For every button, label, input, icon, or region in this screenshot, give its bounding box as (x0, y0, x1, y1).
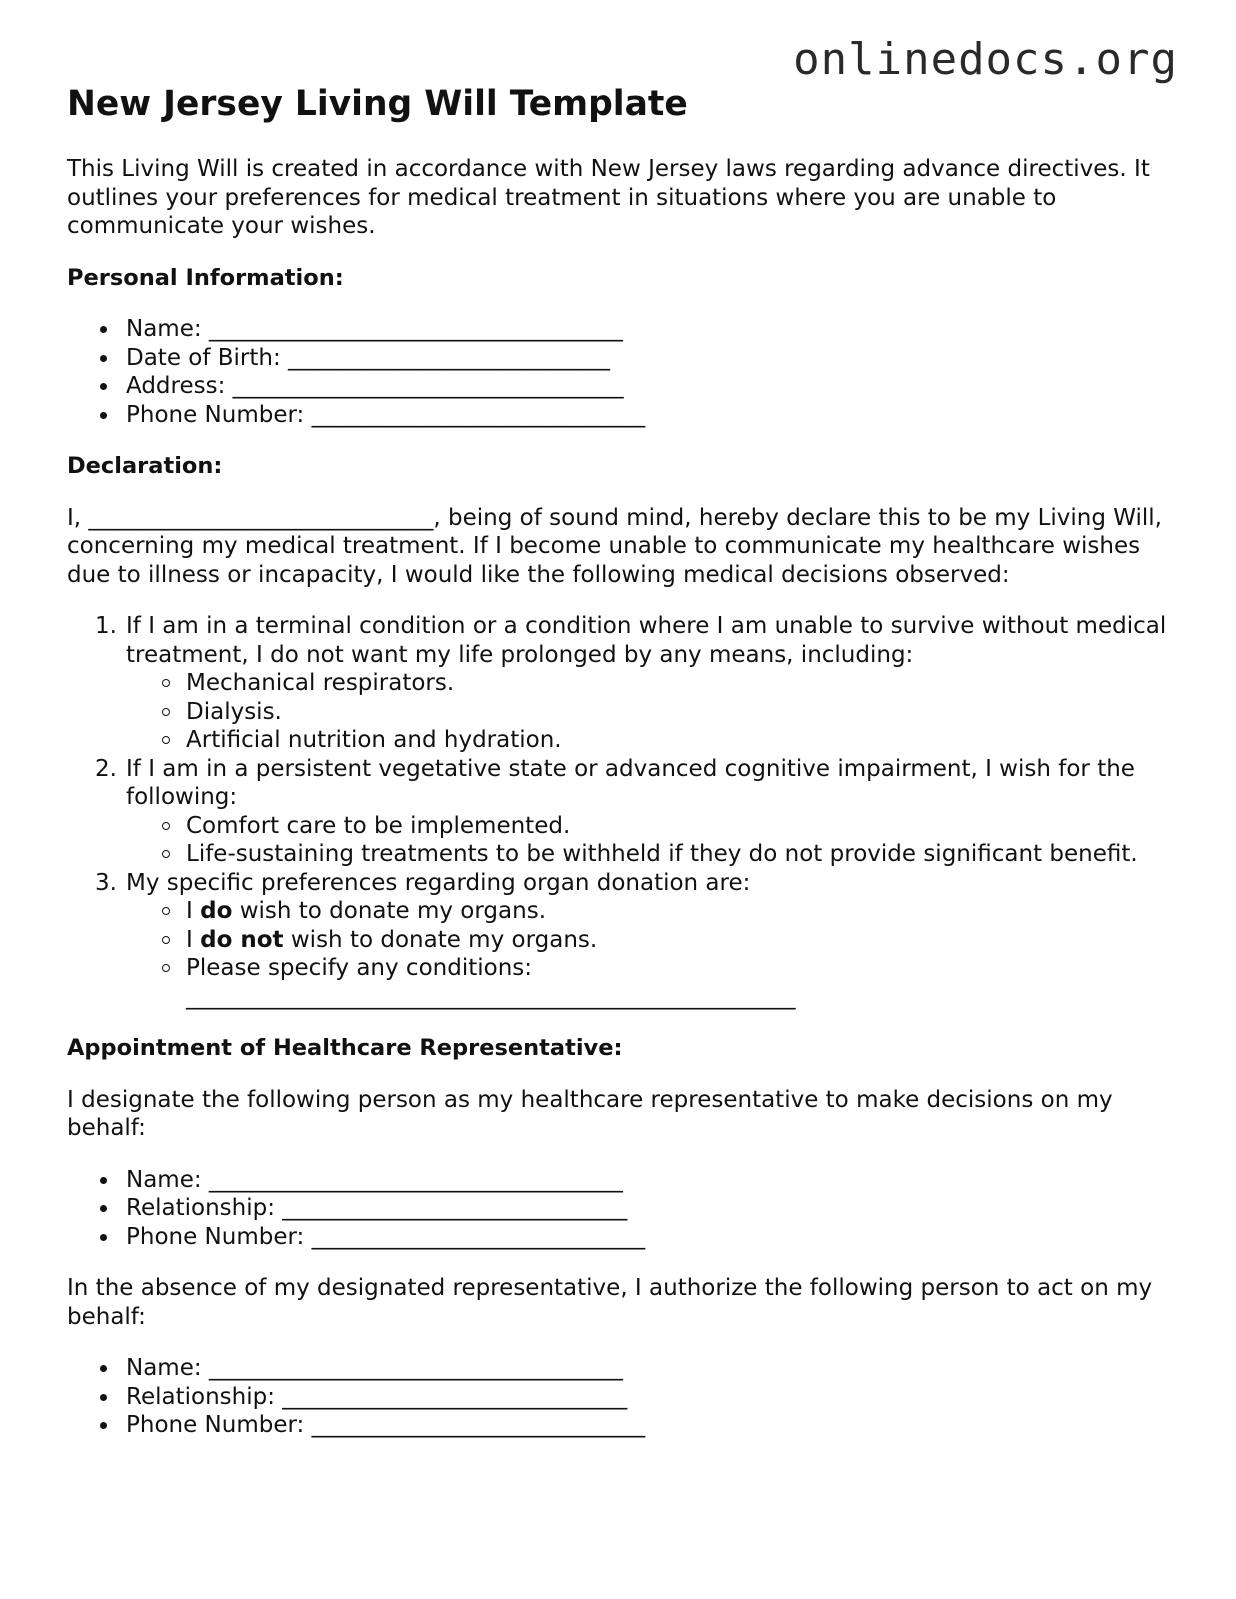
document-title: New Jersey Living Will Template (67, 84, 688, 124)
declarant-name-blank[interactable]: ______________________________ (88, 504, 434, 531)
alt-name-blank[interactable]: ____________________________________ (208, 1355, 623, 1381)
personal-address-field: Address: __________________________________ (126, 372, 1177, 401)
alt-relationship-blank[interactable]: ______________________________ (282, 1383, 628, 1410)
alt-phone-blank[interactable]: _____________________________ (311, 1412, 646, 1438)
address-blank[interactable]: __________________________________ (232, 373, 624, 399)
rep-relationship-blank[interactable]: ______________________________ (282, 1195, 628, 1221)
decision-item-vegetative: 2. If I am in a persistent vegetative state or advanced cognitive impairment, I wish for the following: Comfort care to be implemented. Life-sustaining treatments to be withheld if they do not provide significant benefit. (126, 755, 1177, 869)
organ-sublist (126, 897, 1177, 1011)
alternate-intro: In the absence of my designated representative, I authorize the following person to act on my behalf: (67, 1275, 1153, 1330)
alt-relationship-field: Relationship: ______________________________ (126, 1383, 1177, 1412)
organ-do-option[interactable]: I do wish to donate my organs. (186, 897, 1177, 926)
representative-intro: I designate the following person as my healthcare representative to make decisions on my behalf: (67, 1086, 1113, 1141)
name-blank[interactable]: ____________________________________ (208, 316, 623, 342)
decision-item-terminal: 1. If I am in a terminal condition or a condition where I am unable to survive without medical treatment, I do not want my life prolonged by any means, including: Mechanical respirators. Dialysis. Artificial nutrition and hydration. (126, 612, 1177, 755)
alternate-list (67, 1354, 1177, 1440)
medical-decisions-list (67, 612, 1177, 1011)
sub-item: Comfort care to be implemented. (186, 812, 1177, 841)
sub-item: Dialysis. (186, 698, 1177, 727)
personal-information-list (67, 315, 1177, 429)
personal-dob-field: Date of Birth: ____________________________ (126, 344, 1177, 373)
rep-phone-blank[interactable]: _____________________________ (311, 1223, 646, 1250)
sub-item: Life-sustaining treatments to be withheld if they do not provide significant benefit. (186, 840, 1177, 869)
rep-name-field: Name: ____________________________________ (126, 1166, 1177, 1195)
document-page (67, 82, 1177, 1440)
rep-name-blank[interactable]: ____________________________________ (208, 1166, 623, 1193)
organ-conditions-item: Please specify any conditions: _____________________________________________________ (186, 954, 1177, 1011)
personal-name-field: Name: ____________________________________ (126, 315, 1177, 344)
dob-blank[interactable]: ____________________________ (288, 344, 611, 371)
watermark-logo: onlinedocs.org (793, 34, 1178, 85)
sub-item: Artificial nutrition and hydration. (186, 726, 1177, 755)
rep-phone-field: Phone Number: _____________________________ (126, 1223, 1177, 1252)
alt-phone-field: Phone Number: _____________________________ (126, 1411, 1177, 1440)
alt-name-field: Name: ____________________________________ (126, 1354, 1177, 1383)
rep-relationship-field: Relationship: ______________________________ (126, 1194, 1177, 1223)
intro-paragraph: This Living Will is created in accordance with New Jersey laws regarding advance directives. It outlines your preferences for medical treatment in situations where you are unable to communicate your wishes. (67, 156, 1150, 239)
declaration-paragraph: I, ______________________________, being of sound mind, hereby declare this to be my Living Will, concerning my medical treatment. If I become unable to communicate my healthcare wishes due to illness or incapacity, I would like the following medical decisions observed: (67, 504, 1162, 588)
conditions-blank[interactable]: _____________________________________________________ (186, 983, 796, 1010)
representative-list (67, 1166, 1177, 1252)
phone-blank[interactable]: _____________________________ (311, 401, 646, 428)
vegetative-sublist (126, 812, 1177, 869)
personal-phone-field: Phone Number: _____________________________ (126, 401, 1177, 430)
personal-information-heading: Personal Information: (67, 264, 344, 291)
representative-heading: Appointment of Healthcare Representative: (67, 1035, 623, 1061)
organ-do-not-option[interactable]: I do not wish to donate my organs. (186, 926, 1177, 955)
declaration-heading: Declaration: (67, 453, 223, 479)
terminal-sublist (126, 669, 1177, 755)
decision-item-organ: 3. My specific preferences regarding organ donation are: I do wish to donate my organs. I do not wish to donate my organs. Please specify any conditions: _____________________________________________________ (126, 869, 1177, 1012)
sub-item: Mechanical respirators. (186, 669, 1177, 698)
